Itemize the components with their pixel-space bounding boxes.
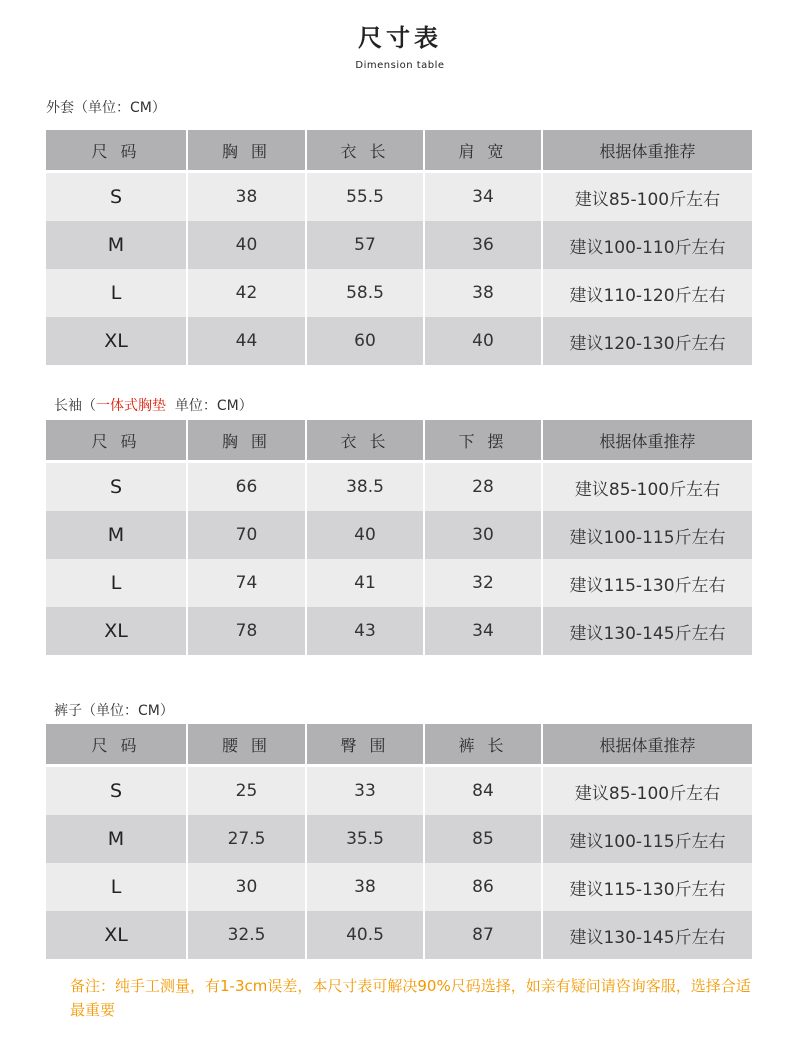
longsleeve-label-suffix: 单位：CM） [166, 398, 253, 414]
waist-cell: 32.5 [187, 911, 306, 959]
chest-cell: 44 [187, 317, 306, 365]
size-cell: XL [46, 607, 187, 655]
page-subtitle: Dimension table [355, 60, 445, 71]
size-cell: XL [46, 911, 187, 959]
hem-cell: 30 [424, 511, 542, 559]
length-cell: 43 [306, 607, 424, 655]
table-row [46, 172, 752, 222]
chest-cell: 38 [187, 172, 306, 222]
header-pants-length: 裤 长 [424, 724, 542, 766]
table-row [46, 766, 752, 816]
pants-length-cell: 87 [424, 911, 542, 959]
chest-cell: 40 [187, 221, 306, 269]
header-hip: 臀 围 [306, 724, 424, 766]
weight-cell: 建议110-120斤左右 [542, 269, 752, 317]
weight-cell: 建议85-100斤左右 [542, 172, 752, 222]
longsleeve-size-table [46, 420, 752, 655]
table-header-row [46, 130, 752, 172]
table-header-row [46, 420, 752, 462]
table-row [46, 815, 752, 863]
length-cell: 58.5 [306, 269, 424, 317]
size-cell: L [46, 863, 187, 911]
jacket-section-label: 外套（单位：CM） [46, 100, 166, 116]
pants-section-label: 裤子（单位：CM） [54, 703, 174, 719]
size-cell: M [46, 221, 187, 269]
size-cell: S [46, 462, 187, 512]
chest-cell: 66 [187, 462, 306, 512]
size-cell: L [46, 559, 187, 607]
size-cell: M [46, 511, 187, 559]
weight-cell: 建议115-130斤左右 [542, 863, 752, 911]
shoulder-cell: 34 [424, 172, 542, 222]
header-length: 衣 长 [306, 130, 424, 172]
table-row [46, 511, 752, 559]
size-cell: XL [46, 317, 187, 365]
chest-cell: 70 [187, 511, 306, 559]
chest-cell: 78 [187, 607, 306, 655]
shoulder-cell: 38 [424, 269, 542, 317]
header-shoulder: 肩 宽 [424, 130, 542, 172]
pants-length-cell: 85 [424, 815, 542, 863]
table-row [46, 863, 752, 911]
weight-cell: 建议115-130斤左右 [542, 559, 752, 607]
weight-cell: 建议120-130斤左右 [542, 317, 752, 365]
weight-cell: 建议100-110斤左右 [542, 221, 752, 269]
hem-cell: 34 [424, 607, 542, 655]
size-cell: S [46, 172, 187, 222]
header-size: 尺 码 [46, 724, 187, 766]
waist-cell: 30 [187, 863, 306, 911]
size-cell: L [46, 269, 187, 317]
longsleeve-label-highlight: 一体式胸垫 [96, 398, 166, 414]
length-cell: 57 [306, 221, 424, 269]
weight-cell: 建议130-145斤左右 [542, 911, 752, 959]
weight-cell: 建议100-115斤左右 [542, 815, 752, 863]
weight-cell: 建议85-100斤左右 [542, 462, 752, 512]
pants-size-table [46, 724, 752, 959]
table-row [46, 911, 752, 959]
table-header-row [46, 724, 752, 766]
footnote: 备注：纯手工测量，有1-3cm误差，本尺寸表可解决90%尺码选择，如亲有疑问请咨询客服，选择合适最重要 [70, 977, 751, 1019]
weight-cell: 建议100-115斤左右 [542, 511, 752, 559]
hip-cell: 35.5 [306, 815, 424, 863]
table-row [46, 559, 752, 607]
waist-cell: 25 [187, 766, 306, 816]
hem-cell: 32 [424, 559, 542, 607]
pants-length-cell: 86 [424, 863, 542, 911]
shoulder-cell: 40 [424, 317, 542, 365]
weight-cell: 建议130-145斤左右 [542, 607, 752, 655]
header-weight-recommend: 根据体重推荐 [542, 724, 752, 766]
hip-cell: 40.5 [306, 911, 424, 959]
length-cell: 41 [306, 559, 424, 607]
chest-cell: 74 [187, 559, 306, 607]
shoulder-cell: 36 [424, 221, 542, 269]
size-cell: M [46, 815, 187, 863]
length-cell: 40 [306, 511, 424, 559]
length-cell: 60 [306, 317, 424, 365]
length-cell: 55.5 [306, 172, 424, 222]
hip-cell: 33 [306, 766, 424, 816]
header-chest: 胸 围 [187, 420, 306, 462]
table-row [46, 269, 752, 317]
header-hem: 下 摆 [424, 420, 542, 462]
table-row [46, 317, 752, 365]
table-row [46, 221, 752, 269]
table-row [46, 462, 752, 512]
table-row [46, 607, 752, 655]
hem-cell: 28 [424, 462, 542, 512]
weight-cell: 建议85-100斤左右 [542, 766, 752, 816]
header-length: 衣 长 [306, 420, 424, 462]
pants-length-cell: 84 [424, 766, 542, 816]
header-waist: 腰 围 [187, 724, 306, 766]
longsleeve-section-label [54, 395, 253, 415]
length-cell: 38.5 [306, 462, 424, 512]
size-cell: S [46, 766, 187, 816]
waist-cell: 27.5 [187, 815, 306, 863]
header-chest: 胸 围 [187, 130, 306, 172]
header-size: 尺 码 [46, 130, 187, 172]
page-title: 尺寸表 [358, 24, 442, 52]
jacket-size-table [46, 130, 752, 365]
header-size: 尺 码 [46, 420, 187, 462]
header-weight-recommend: 根据体重推荐 [542, 130, 752, 172]
header-weight-recommend: 根据体重推荐 [542, 420, 752, 462]
longsleeve-label-prefix: 长袖（ [54, 398, 96, 414]
chest-cell: 42 [187, 269, 306, 317]
hip-cell: 38 [306, 863, 424, 911]
